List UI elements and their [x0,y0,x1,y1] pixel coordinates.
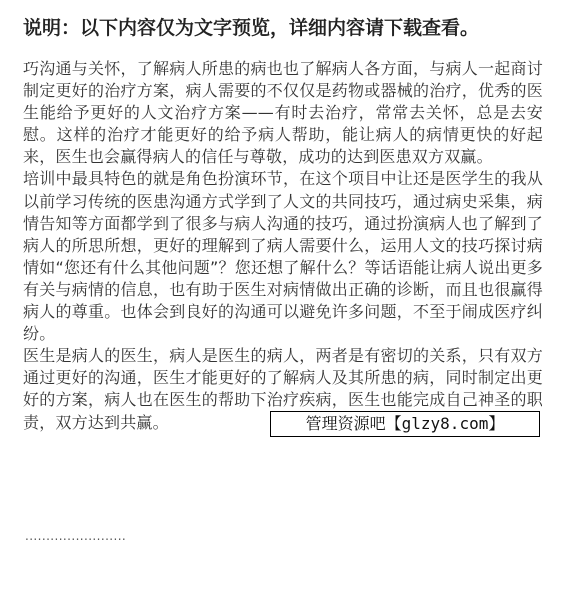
paragraph: 医生是病人的医生，病人是医生的病人，两者是有密切的关系，只有双方通过更好的沟通，医生才能更好的了解病人及其所患的病，同时制定出更好的方案，病人也在医生的帮助下治疗疾病，医生也能完成自己神圣的职责，双方达到共赢。 [23,346,543,432]
watermark-label: 管理资源吧【glzy8.com】 [270,411,540,437]
paragraph: 巧沟通与关怀，了解病人所患的病也也了解病人各方面，与病人一起商讨制定更好的治疗方案，病人需要的不仅仅是药物或器械的治疗，优秀的医生能给予更好的人文治疗方案——有时去治疗，常常去关怀，总是去安慰。这样的治疗才能更好的给予病人帮助，能让病人的病情更快的好起来，医生也会赢得病人的信任与尊敬，成功的达到医患双方双赢。 [23,59,543,167]
document-body [23,58,543,434]
paragraph: 培训中最具特色的就是角色扮演环节，在这个项目中让还是医学生的我从以前学习传统的医患沟通方式学到了人文的共同技巧，通过病史采集，病情告知等方面都学到了很多与病人沟通的技巧，通过扮演病人也了解到了病人的所思所想，更好的理解到了病人需要什么，运用人文的技巧探讨病情如“您还有什么其他问题”？您还想了解什么？等话语能让病人说出更多有关与病情的信息，也有助于医生对病情做出正确的诊断，而且也很赢得病人的尊重。也体会到良好的沟通可以避免许多问题，不至于闹成医疗纠纷。 [23,169,543,344]
truncation-ellipsis: ........................ [25,529,127,543]
preview-notice: 说明：以下内容仅为文字预览，详细内容请下载查看。 [23,17,480,39]
